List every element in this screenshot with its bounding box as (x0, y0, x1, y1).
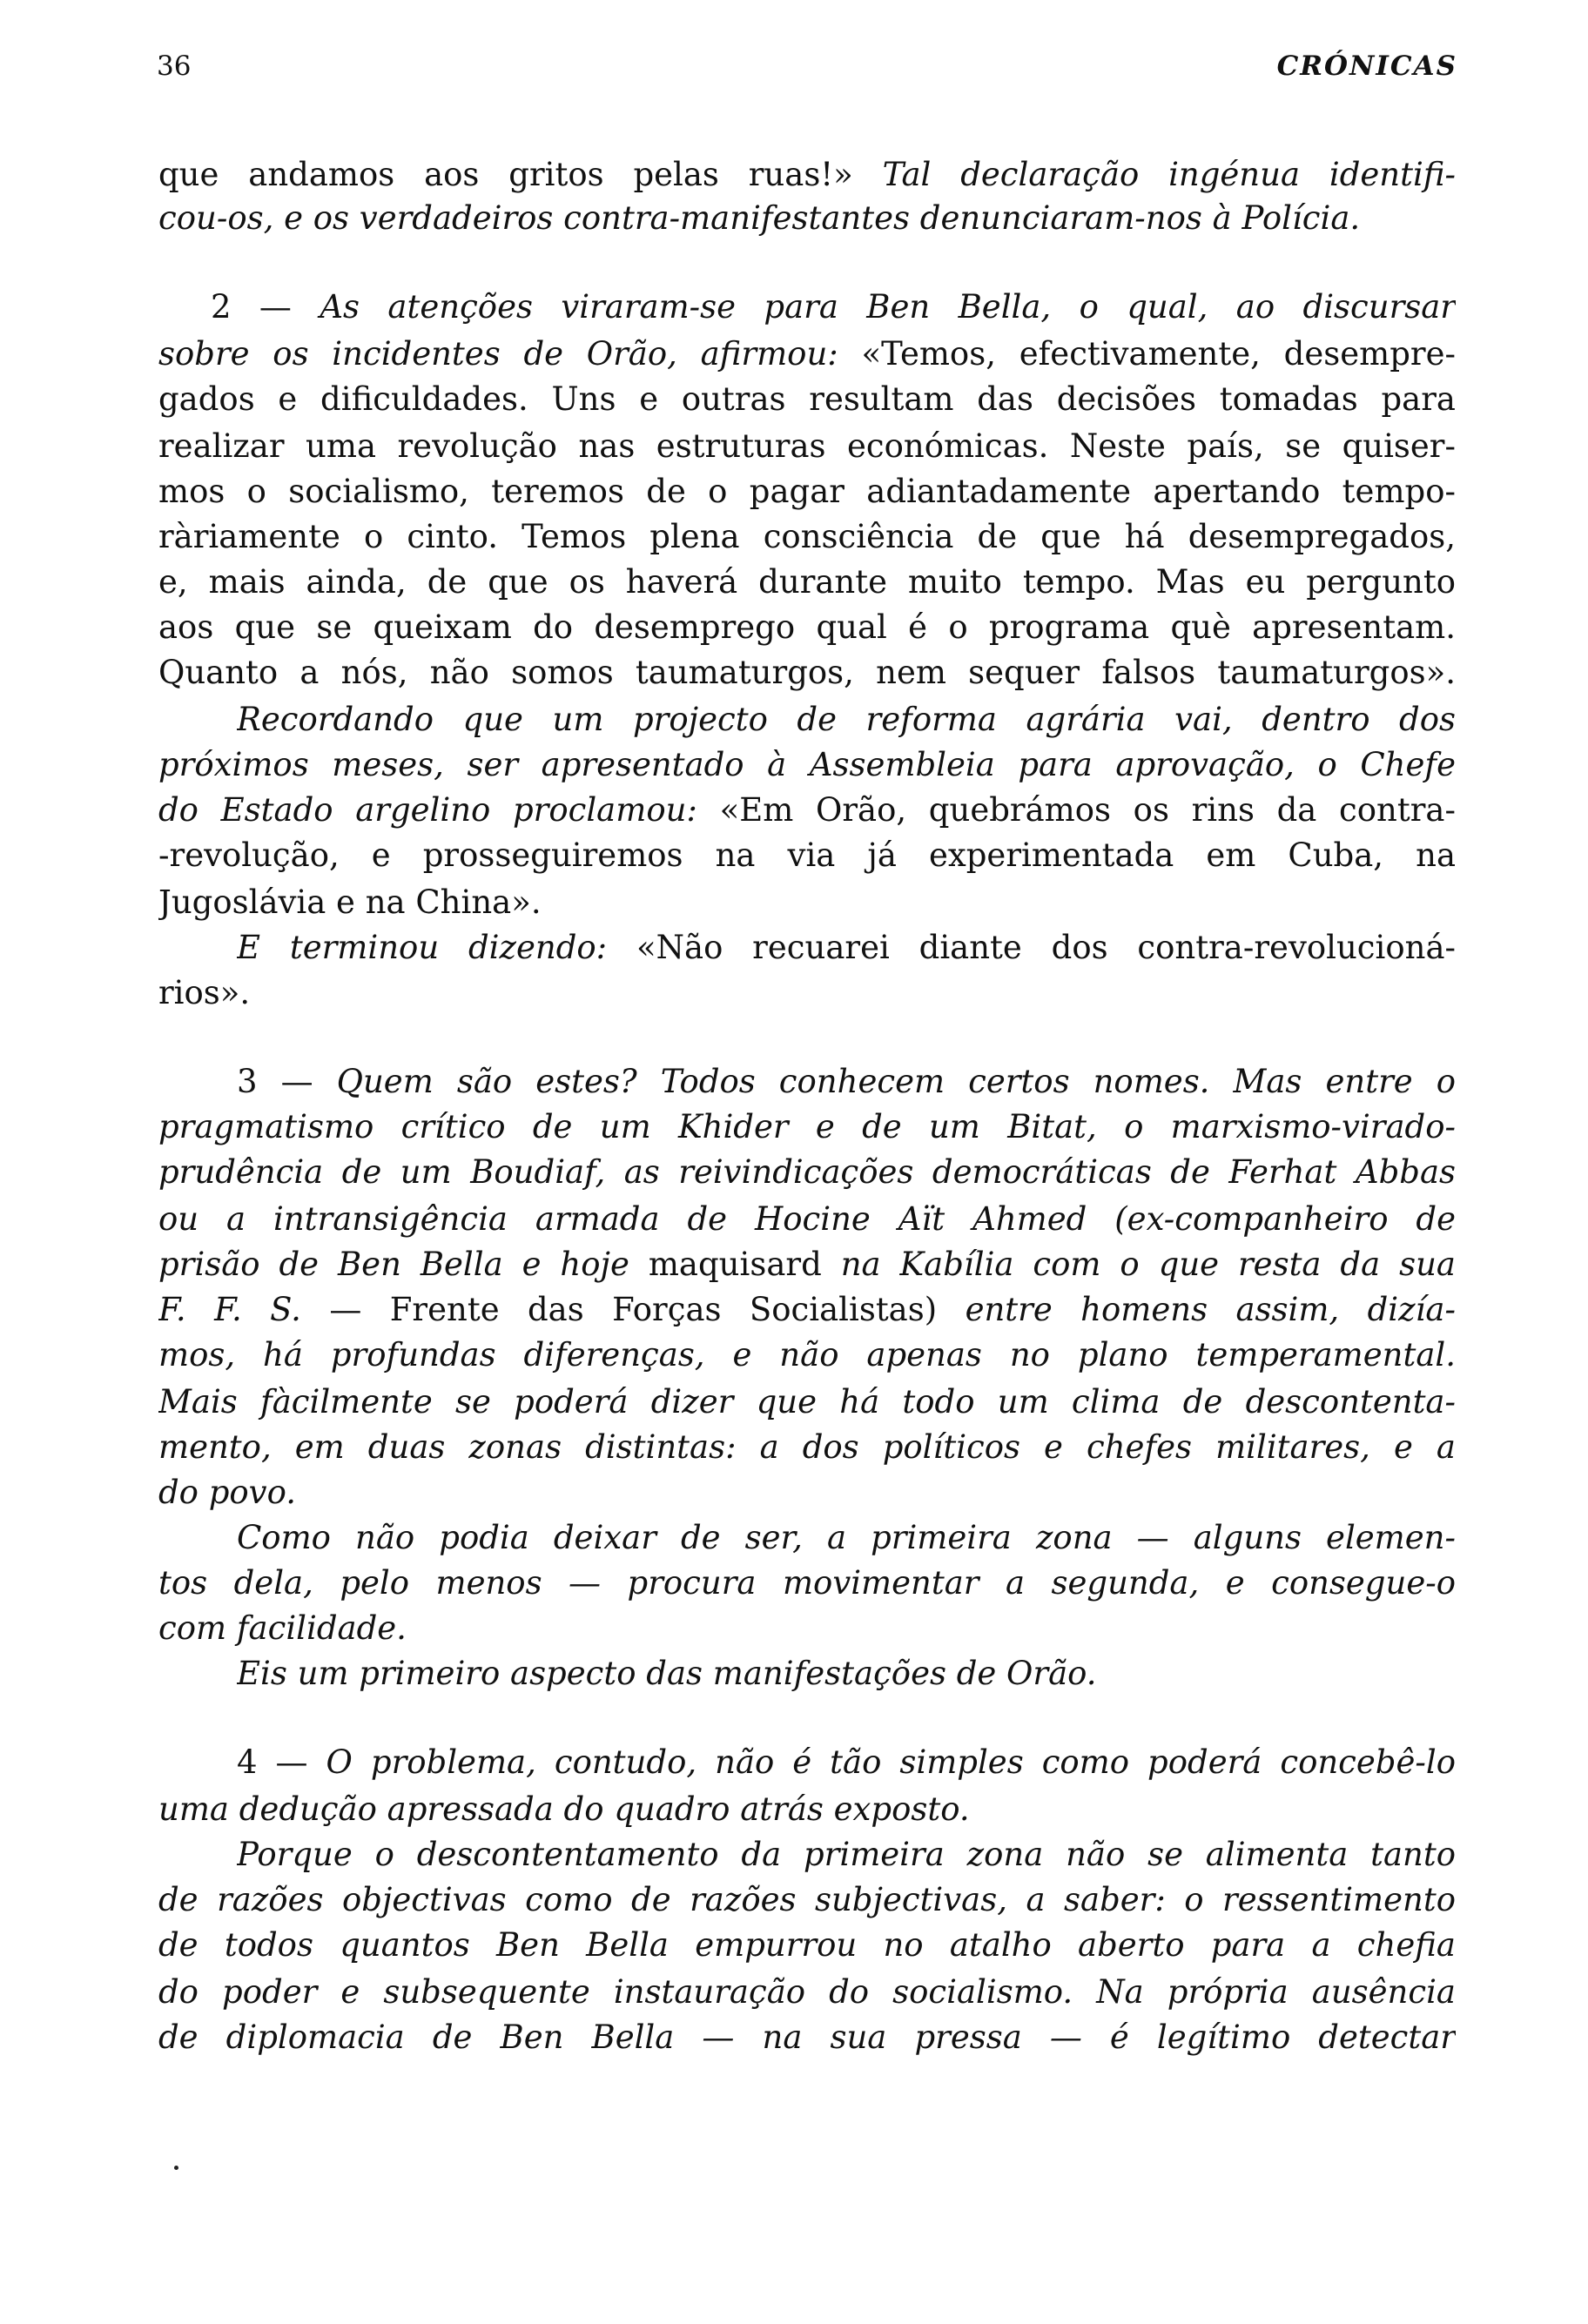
roman-run: 2 — (211, 288, 320, 326)
text-line (158, 517, 1456, 557)
text-line (158, 1245, 1456, 1285)
text-line (158, 1152, 1456, 1192)
text-line (237, 1654, 1456, 1694)
text-line (158, 1382, 1456, 1422)
text-line (158, 1880, 1456, 1920)
text-line (237, 1835, 1456, 1875)
italic-run: Como não podia deixar de ser, a primeira zona — alguns elemen- (237, 1519, 1456, 1556)
text-line (158, 790, 1456, 830)
text-line (158, 1199, 1456, 1239)
roman-run: «Não recuarei diante dos contra-revolucioná- (636, 929, 1456, 966)
roman-run: Jugoslávia e na China». (158, 883, 542, 921)
italic-run: do Estado argelino proclamou: (158, 791, 720, 829)
italic-run: de diplomacia de Ben Bella — na sua pressa — é legítimo detectar (158, 2018, 1456, 2056)
italic-run: uma dedução apressada do quadro atrás exposto. (158, 1790, 970, 1828)
roman-run: realizar uma revolução nas estruturas económicas. Neste país, se quiser- (158, 427, 1456, 465)
italic-run: prudência de um Boudiaf, as reivindicações democráticas de Ferhat Abbas (158, 1153, 1456, 1191)
text-line (158, 653, 1456, 693)
italic-run: na Kabília com o que resta da sua (840, 1246, 1456, 1283)
text-line (237, 1518, 1456, 1558)
italic-run: F. F. S. (158, 1291, 330, 1328)
running-title: CRÓNICAS (1276, 50, 1457, 82)
italic-run: Tal declaração ingénua identifi- (882, 156, 1456, 193)
italic-run: O problema, contudo, não é tão simples como poderá concebê-lo (326, 1743, 1456, 1781)
italic-run: do povo. (158, 1474, 296, 1511)
italic-run: As atenções viraram-se para Ben Bella, o qual, ao discursar (320, 288, 1456, 326)
roman-run: aos que se queixam do desemprego qual é o programa què apresentam. (158, 608, 1456, 646)
roman-run: «Temos, efectivamente, desempre- (861, 335, 1456, 373)
text-line (158, 1790, 1456, 1830)
text-line (158, 198, 1456, 238)
roman-run: gados e dificuldades. Uns e outras resultam das decisões tomadas para (158, 380, 1456, 418)
italic-run: Porque o descontentamento da primeira zona não se alimenta tanto (237, 1836, 1456, 1873)
roman-run: e, mais ainda, de que os haverá durante muito tempo. Mas eu pergunto (158, 563, 1456, 601)
text-line (158, 1427, 1456, 1468)
italic-run: sobre os incidentes de Orão, afirmou: (158, 335, 862, 373)
text-line (158, 1563, 1456, 1603)
roman-run: -revolução, e prosseguiremos na via já experimentada em Cuba, na (158, 836, 1456, 874)
text-line (158, 155, 1456, 195)
italic-run: Quem são estes? Todos conhecem certos nomes. Mas entre o (336, 1063, 1456, 1100)
roman-run: que andamos aos gritos pelas ruas!» (158, 156, 883, 193)
text-line (158, 562, 1456, 602)
italic-run: ou a intransigência armada de Hocine Aït Ahmed (ex-companheiro de (158, 1200, 1456, 1238)
text-line (158, 2018, 1456, 2058)
italic-run: entre homens assim, dizía- (965, 1291, 1456, 1328)
italic-run: Eis um primeiro aspecto das manifestações de Orão. (237, 1655, 1097, 1692)
text-line (158, 334, 1456, 374)
text-line (158, 1335, 1456, 1375)
italic-run: próximos meses, ser apresentado à Assembleia para aprovação, o Chefe (158, 746, 1456, 783)
text-line (237, 700, 1456, 740)
text-line (211, 287, 1456, 327)
italic-run: do poder e subsequente instauração do socialismo. Na própria ausência (158, 1973, 1456, 2011)
roman-run: rios». (158, 974, 251, 1011)
italic-run: pragmatismo crítico de um Khider e de um Bitat, o marxismo-virado- (158, 1108, 1456, 1145)
italic-run: mos, há profundas diferenças, e não apenas no plano temperamental. (158, 1336, 1456, 1374)
roman-run: ràriamente o cinto. Temos plena consciência de que há desempregados, (158, 518, 1456, 555)
page-number: 36 (157, 50, 192, 82)
text-line (158, 427, 1456, 467)
text-line (158, 1972, 1456, 2012)
roman-run: maquisard (648, 1246, 841, 1283)
text-line (158, 745, 1456, 785)
roman-run: — Frente das Forças Socialistas) (329, 1291, 966, 1328)
italic-run: Recordando que um projecto de reforma agrária vai, dentro dos (237, 701, 1456, 738)
text-line (158, 1290, 1456, 1330)
roman-run: 4 — (237, 1743, 326, 1781)
text-line (158, 973, 1456, 1013)
italic-run: E terminou dizendo: (237, 929, 636, 966)
roman-run: mos o socialismo, teremos de o pagar adiantadamente apertando tempo- (158, 473, 1456, 510)
roman-run: Quanto a nós, não somos taumaturgos, nem sequer falsos taumaturgos». (158, 654, 1456, 691)
italic-run: Mais fàcilmente se poderá dizer que há todo um clima de descontenta- (158, 1383, 1456, 1421)
text-line (158, 1107, 1456, 1147)
speck-mark (174, 2166, 178, 2170)
text-line (158, 379, 1456, 420)
italic-run: de razões objectivas como de razões subjectivas, a saber: o ressentimento (158, 1881, 1456, 1918)
italic-run: cou-os, e os verdadeiros contra-manifestantes denunciaram-nos à Polícia. (158, 199, 1361, 237)
italic-run: tos dela, pelo menos — procura movimentar a segunda, e consegue-o (158, 1564, 1456, 1602)
roman-run: «Em Orão, quebrámos os rins da contra- (719, 791, 1456, 829)
text-line (158, 883, 1456, 923)
text-line (237, 1743, 1456, 1783)
text-line (158, 472, 1456, 512)
roman-run: 3 — (237, 1063, 337, 1100)
text-line (158, 1925, 1456, 1965)
text-line (158, 836, 1456, 876)
text-line (237, 928, 1456, 968)
italic-run: de todos quantos Ben Bella empurrou no atalho aberto para a chefia (158, 1926, 1456, 1964)
italic-run: com facilidade. (158, 1609, 407, 1647)
italic-run: mento, em duas zonas distintas: a dos políticos e chefes militares, e a (158, 1428, 1456, 1466)
italic-run: prisão de Ben Bella e hoje (158, 1246, 649, 1283)
text-line (237, 1062, 1456, 1102)
text-line (158, 608, 1456, 648)
text-line (158, 1473, 1456, 1513)
text-line (158, 1609, 1456, 1649)
